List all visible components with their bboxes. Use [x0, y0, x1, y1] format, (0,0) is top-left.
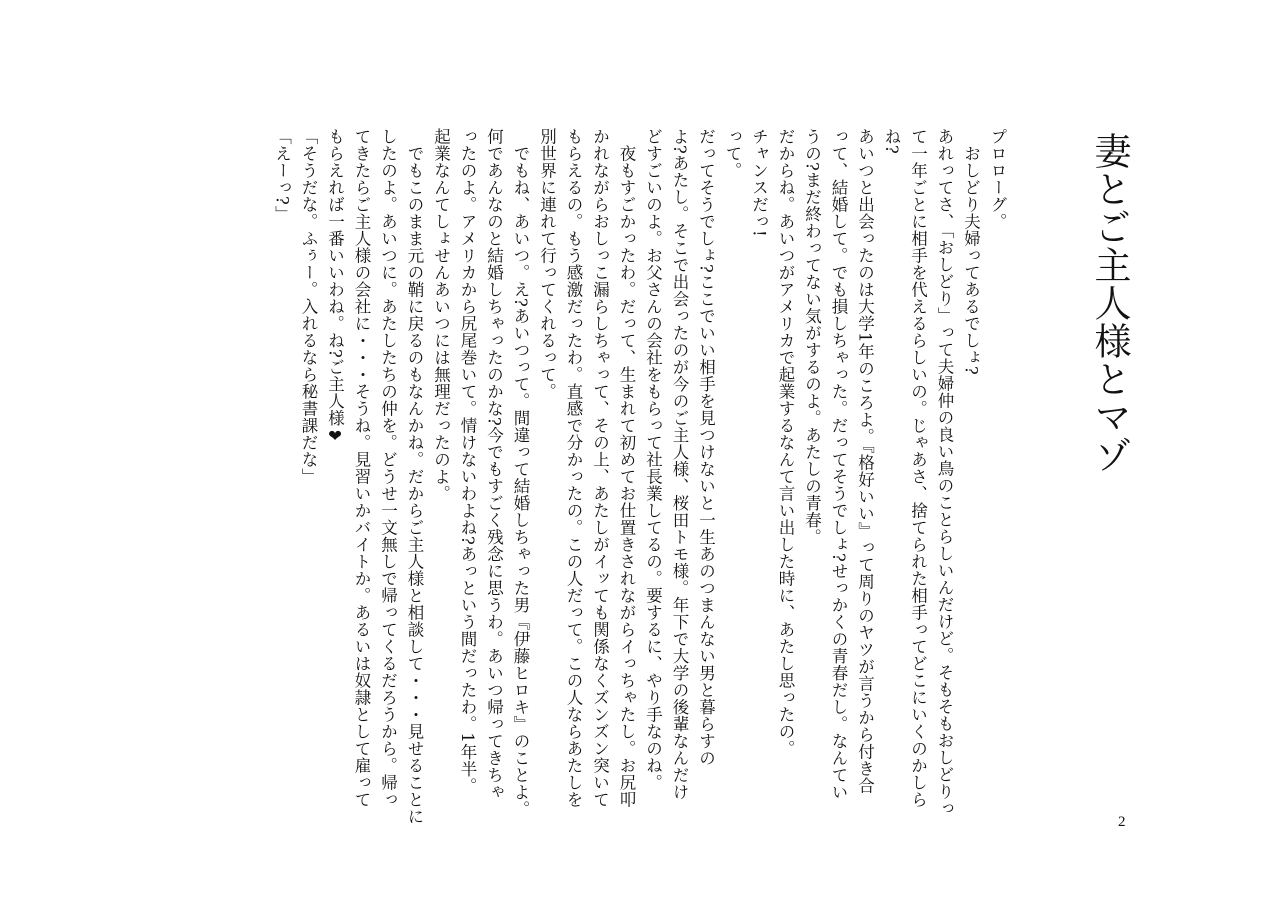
text-line: だからね。あいつがアメリカで起業するなんて言い出した時に、あたし思ったの。: [776, 128, 795, 757]
text-line: てきたらご主人様の会社に・・・そうね。見習いかバイトか。あるいは奴隷として雇って: [352, 128, 371, 808]
text-line: よ?あたし。そこで出会ったのが今のご主人様、桜田トモ様。年下で大学の後輩なんだけ: [670, 128, 689, 801]
page-number: 2: [1118, 814, 1126, 830]
text-line: もらえるの。もう感激だったわ。直感で分かったの。この人だって。この人ならあたしを: [564, 128, 583, 808]
text-line: あれってさ、「おしどり」って夫婦仲の良い鳥のことらしいんだけど。そもそもおしどりっ: [935, 128, 954, 817]
text-line: 別世界に連れて行ってくれるって。: [537, 128, 557, 400]
text-line: って、結婚して。でも損しちゃった。だってそうでしょ?せっかくの青春だし。なんてい: [829, 128, 848, 801]
text-line: でもね、あいつ。え?あいつって。間違って結婚しちゃった男『伊藤ヒロキ』のことよ。: [511, 128, 530, 818]
text-line: ね?: [882, 128, 901, 155]
text-line: ったのよ。アメリカから尻尾巻いて。情けないわよね?あっという間だったわ。1年半。: [458, 128, 477, 795]
text-line: うの?まだ終わってない気がするのよ。あたしの青春。: [802, 128, 822, 546]
text-line: チャンスだっ!: [749, 128, 769, 238]
text-line: って。: [723, 128, 742, 179]
text-line: プロローグ。: [988, 128, 1007, 230]
text-line: したのよ。あいつに。あたしたちの仲を。どうせ一文無しで帰ってくるだろうから。帰っ: [378, 128, 398, 808]
text-line: あいつと出会ったのは大学1年のころよ。『格好いい』って周りのヤツが言うから付き合: [855, 128, 875, 794]
text-line: おしどり夫婦ってあるでしょ?: [961, 128, 981, 376]
text-line: どすごいのよ。お父さんの会社をもらって社長業してるの。要するに、やり手なのね。: [643, 128, 663, 791]
text-line: かれながらおしっこ漏らしちゃって、その上、あたしがイッても関係なくズンズン突いて: [590, 128, 610, 808]
text-line: でもこのまま元の鞘に戻るのもなんかね。だからご主人様と相談して・・・見せることに: [405, 128, 424, 825]
text-line: 何であんなのと結婚しちゃったのかな?今でもすごく残念に思うわ。あいつ帰ってきちゃ: [484, 128, 504, 801]
text-line: 夜もすごかったわ。だって、生まれて初めてお仕置きされながらイっちゃたし。お尻叩: [617, 128, 636, 808]
text-line: 起業なんてしょせんあいつには無理だったのよ。: [431, 128, 451, 502]
body-text: [268, 128, 1010, 825]
book-title: 妻とご主人様とマゾ: [1088, 132, 1131, 474]
text-line: 「えーっ?」: [272, 128, 292, 223]
text-line: だってそうでしょ?ここでいい相手を見つけないと一生あのつまんない男と暮らすの: [696, 128, 716, 767]
text-line: 「そうだな。ふぅー。入れるなら秘書課だな」: [299, 128, 318, 485]
text-line: もらえれば一番いいわね。ね?ご主人様❤: [325, 128, 345, 446]
text-line: て一年ごとに相手を代えるらしいの。じゃあさ、捨てられた相手ってどこにいくのかしら: [908, 128, 928, 808]
